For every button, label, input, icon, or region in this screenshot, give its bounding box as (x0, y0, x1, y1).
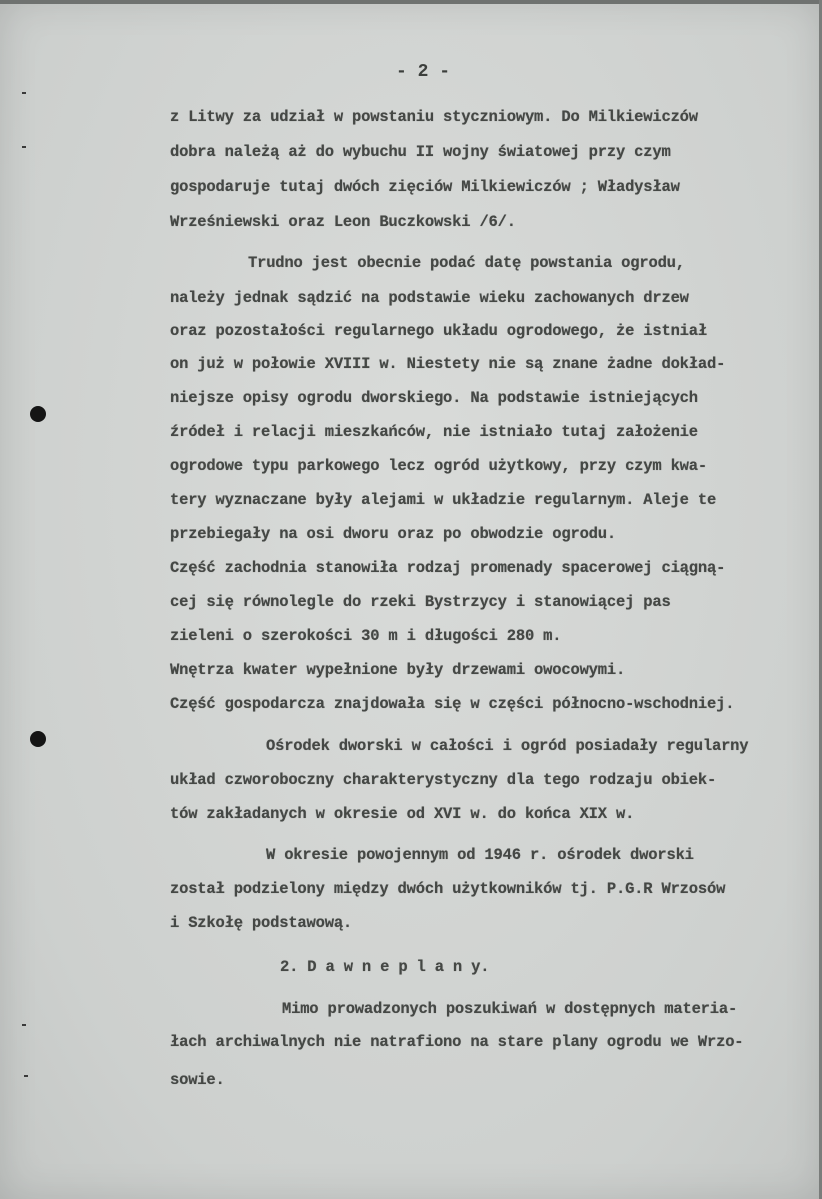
page-top-edge (0, 0, 822, 4)
text-line: oraz pozostałości regularnego układu ogrodowego, że istniał (170, 322, 707, 340)
section-heading: 2. D a w n e p l a n y. (280, 958, 490, 976)
text-line: Wnętrza kwater wypełnione były drzewami owocowymi. (170, 661, 626, 679)
margin-speck (24, 1075, 28, 1077)
text-line: tery wyznaczane były alejami w układzie regularnym. Aleje te (170, 491, 717, 509)
text-line: został podzielony między dwóch użytkowników tj. P.G.R Wrzosów (170, 880, 726, 898)
punch-hole-upper (30, 406, 46, 422)
text-line: W okresie powojennym od 1946 r. ośrodek dworski (266, 846, 694, 864)
page-number: - 2 - (396, 62, 451, 82)
text-line: tów zakładanych w okresie od XVI w. do końca XIX w. (170, 805, 635, 823)
text-line: Część zachodnia stanowiła rodzaj promenady spacerowej ciągną- (170, 559, 726, 577)
text-line: przebiegały na osi dworu oraz po obwodzie ogrodu. (170, 525, 616, 543)
margin-speck (22, 1024, 26, 1026)
text-line: zieleni o szerokości 30 m i długości 280 m. (170, 627, 562, 645)
text-line: Mimo prowadzonych poszukiwań w dostępnych materia- (282, 1000, 738, 1018)
text-line: Trudno jest obecnie podać datę powstania ogrodu, (248, 254, 685, 272)
text-line: cej się równolegle do rzeki Bystrzycy i stanowiącej pas (170, 593, 671, 611)
text-line: gospodaruje tutaj dwóch zięciów Milkiewiczów ; Władysław (170, 178, 680, 196)
text-line: ogrodowe typu parkowego lecz ogród użytkowy, przy czym kwa- (170, 457, 707, 475)
text-line: łach archiwalnych nie natrafiono na stare plany ogrodu we Wrzo- (170, 1033, 744, 1051)
punch-hole-lower (30, 731, 46, 747)
text-line: Ośrodek dworski w całości i ogród posiadały regularny (266, 737, 749, 755)
text-line: niejsze opisy ogrodu dworskiego. Na podstawie istniejących (170, 389, 698, 407)
text-line: on już w połowie XVIII w. Niestety nie są znane żadne dokład- (170, 355, 726, 373)
text-line: sowie. (170, 1071, 225, 1089)
text-line: i Szkołę podstawową. (170, 914, 353, 932)
text-line: źródeł i relacji mieszkańców, nie istniało tutaj założenie (170, 423, 698, 441)
margin-speck (22, 146, 26, 148)
text-line: Część gospodarcza znajdowała się w części północno-wschodniej. (170, 695, 735, 713)
margin-speck (22, 92, 26, 94)
text-line: układ czworoboczny charakterystyczny dla tego rodzaju obiek- (170, 771, 717, 789)
text-line: dobra należą aż do wybuchu II wojny światowej przy czym (170, 143, 671, 161)
text-line: należy jednak sądzić na podstawie wieku zachowanych drzew (170, 289, 689, 307)
text-line: z Litwy za udział w powstaniu styczniowym. Do Milkiewiczów (170, 108, 698, 126)
text-line: Wrześniewski oraz Leon Buczkowski /6/. (170, 213, 516, 231)
